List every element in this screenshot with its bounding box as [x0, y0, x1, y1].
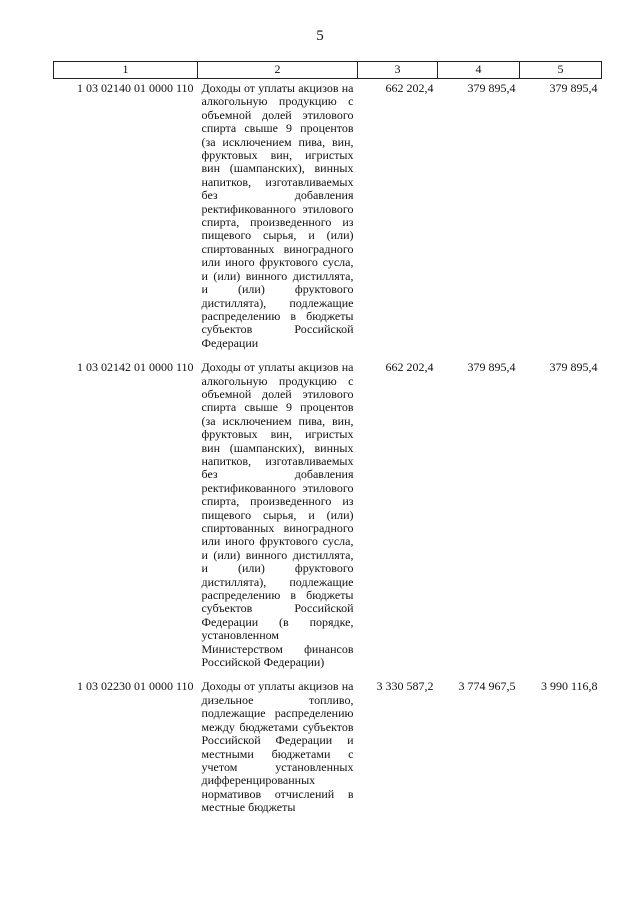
value-col-5: 379 895,4: [549, 81, 598, 95]
value-col-4: 3 774 967,5: [458, 679, 516, 694]
value-col-5: 3 990 116,8: [540, 679, 598, 694]
table-header: [54, 62, 602, 79]
table-row: [54, 677, 602, 822]
revenue-code: 1 03 02230 01 0000 110: [76, 679, 194, 694]
value-col-4: 379 895,4: [467, 81, 516, 95]
column-header-3: 3: [358, 62, 438, 79]
column-header-5: 5: [520, 62, 602, 79]
value-col-3: 3 330 587,2: [376, 679, 434, 694]
revenue-name: Доходы от уплаты акцизов на дизельное топливо, подлежащие распределению между бюджетами субъектов Российской Федерации и местными бюджетами с учетом установленных дифференцированных нормативов отчислений в местные бюджеты: [201, 679, 354, 815]
value-col-3: 662 202,4: [385, 81, 434, 95]
table-body: [54, 79, 602, 823]
revenue-name: Доходы от уплаты акцизов на алкогольную продукцию с объемной долей этилового спирта свыше 9 процентов (за исключением пива, вин, фруктовых вин, игристых вин (шампанских), винных напитков, изготавливаемых без добавления ректификованного этилового спирта, произведенного из пищевого сырья, и (или) спиртованных виноградного или иного фруктового сусла, и (или) винного дистиллята, и (или) фруктового дистиллята), подлежащие распределению в бюджеты субъектов Российской Федерации: [201, 81, 354, 350]
value-col-5: 379 895,4: [549, 360, 598, 375]
revenue-code: 1 03 02140 01 0000 110: [76, 81, 194, 95]
table-row: [54, 358, 602, 677]
column-header-4: 4: [438, 62, 520, 79]
revenue-name: Доходы от уплаты акцизов на алкогольную продукцию с объемной долей этилового спирта свыше 9 процентов (за исключением пива, вин, фруктовых вин, игристых вин (шампанских), винных напитков, изготавливаемых без добавления ректификованного этилового спирта, произведенного из пищевого сырья, и (или) спиртованных виноградного или иного фруктового сусла, и (или) винного дистиллята, и (или) фруктового дистиллята), подлежащие распределению в бюджеты субъектов Российской Федерации (в порядке, установленном Министерством финансов Российской Федерации): [201, 360, 354, 670]
table-row: [54, 79, 602, 359]
column-header-2: 2: [198, 62, 358, 79]
value-col-3: 662 202,4: [385, 360, 434, 375]
value-col-4: 379 895,4: [467, 360, 516, 375]
column-header-1: 1: [54, 62, 198, 79]
header-row: [54, 62, 602, 79]
page-number: 5: [316, 28, 324, 44]
revenue-code: 1 03 02142 01 0000 110: [76, 360, 194, 375]
revenue-table: [53, 61, 602, 823]
